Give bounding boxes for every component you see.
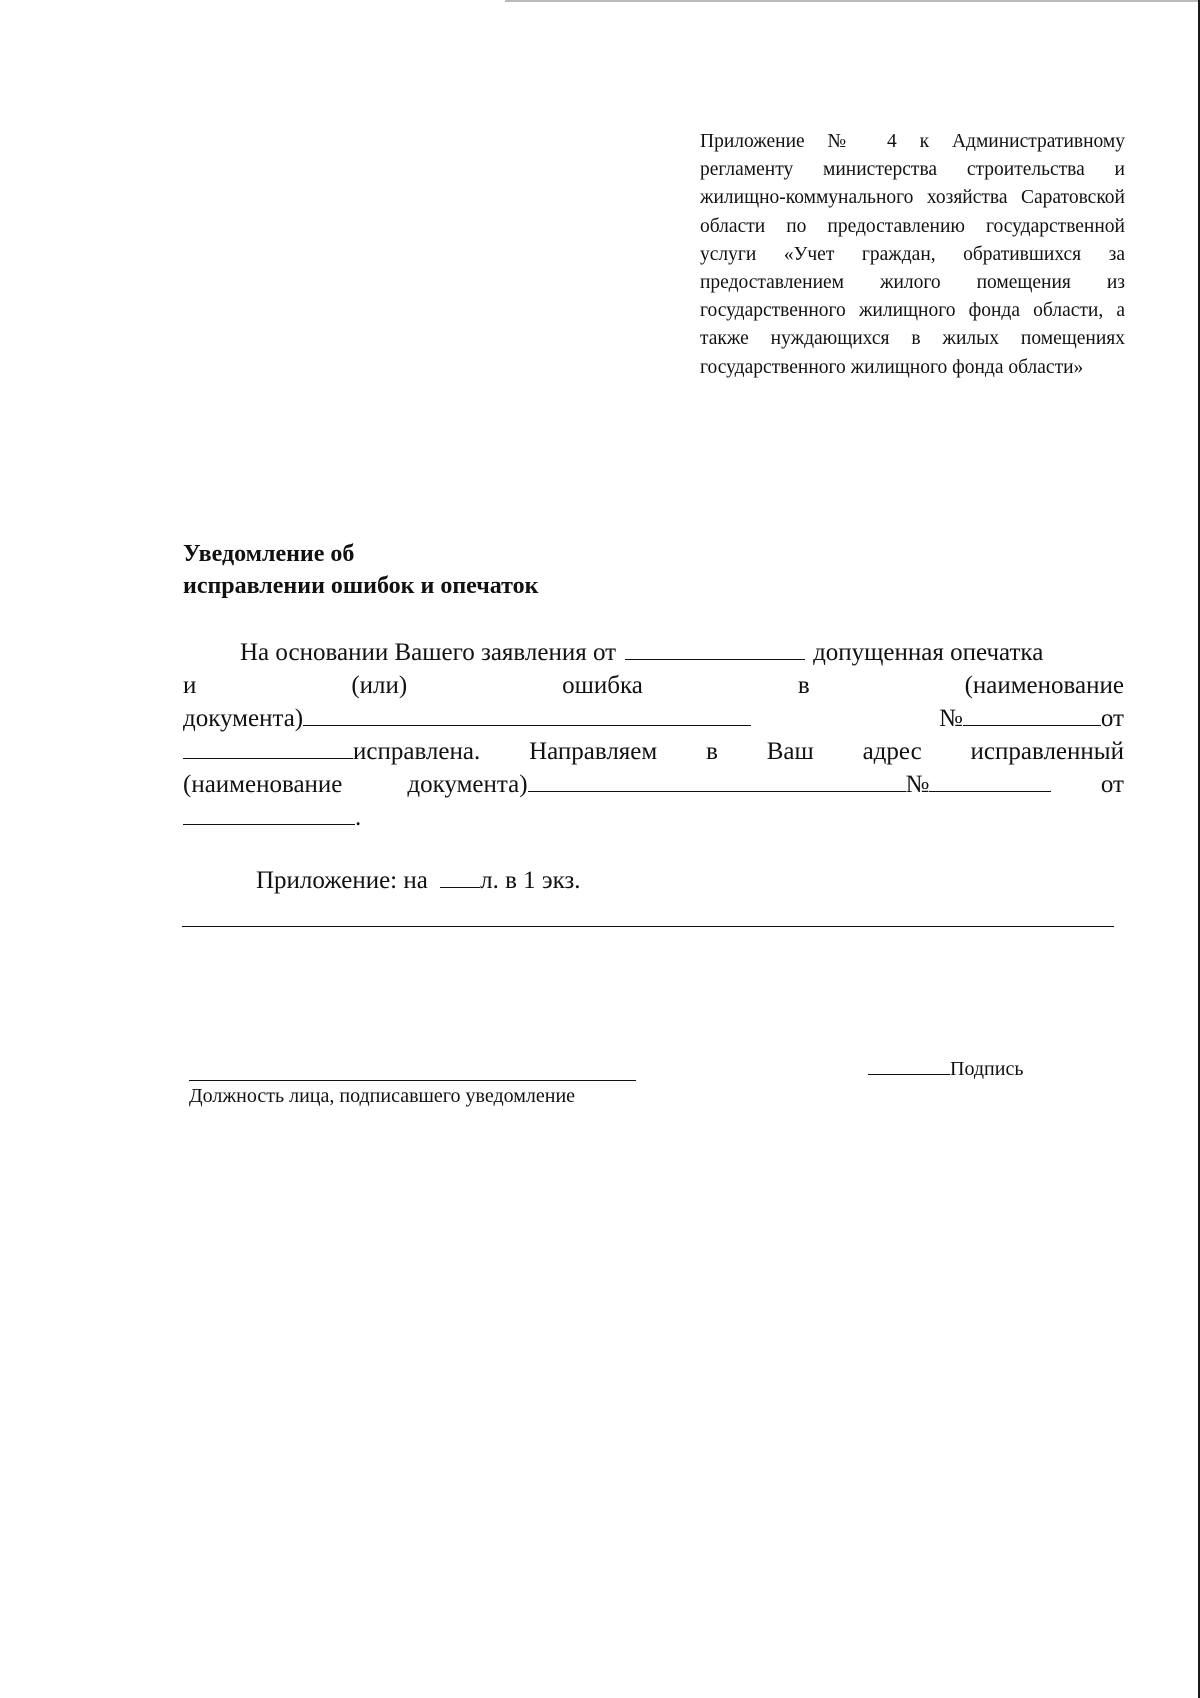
body-line-3 bbox=[183, 702, 1124, 735]
signature-label: Подпись bbox=[950, 1058, 1024, 1080]
signature-block bbox=[868, 1054, 1023, 1082]
appendix-reference: Приложение № 4 к Административному регламенту министерства строительства и жилищно-коммунального хозяйства Саратовской области по предоставлению государственной услуги «Учет граждан, обратившихся за предоставлением жилого помещения из государственного жилищного фонда области, а также нуждающихся в жилых помещениях государственного жилищного фонда области» bbox=[700, 131, 1125, 378]
corrected-document-name-blank[interactable] bbox=[528, 769, 906, 792]
body-text-segment: На основании Вашего заявления от bbox=[240, 639, 617, 666]
body-line-2 bbox=[183, 669, 1124, 702]
body-word: исправленный bbox=[970, 738, 1124, 765]
scan-top-edge bbox=[505, 0, 1200, 2]
application-date-blank[interactable] bbox=[625, 637, 805, 660]
body-line-4 bbox=[183, 735, 1124, 768]
body-word: Направляем bbox=[529, 738, 658, 765]
body-line-1 bbox=[183, 636, 1124, 669]
corrected-document-date-blank[interactable] bbox=[183, 802, 355, 825]
body-word: Ваш bbox=[766, 738, 814, 765]
body-text-segment: допущенная опечатка bbox=[813, 639, 1044, 666]
position-signature-line[interactable] bbox=[189, 1080, 636, 1081]
body-word: (наименование bbox=[964, 672, 1124, 699]
body-word: документа) bbox=[407, 771, 528, 798]
separator-line bbox=[182, 926, 1114, 927]
body-word: документа) bbox=[183, 705, 304, 732]
document-number-blank[interactable] bbox=[963, 703, 1101, 726]
body-word: исправлена. bbox=[353, 738, 481, 765]
attachment-line bbox=[256, 864, 581, 897]
document-name-blank[interactable] bbox=[303, 703, 751, 726]
attachment-pages-blank[interactable] bbox=[440, 867, 480, 888]
title-line-2: исправлении ошибок и опечаток bbox=[183, 573, 539, 599]
document-title bbox=[183, 538, 538, 602]
body-line-5 bbox=[183, 768, 1124, 801]
title-line-1: Уведомление об bbox=[183, 541, 355, 567]
attachment-suffix: л. в 1 экз. bbox=[480, 867, 581, 894]
corrected-document-number-blank[interactable] bbox=[929, 769, 1051, 792]
number-sign: № bbox=[905, 771, 930, 798]
position-label: Должность лица, подписавшего уведомление bbox=[189, 1085, 576, 1107]
body-punctuation: . bbox=[355, 804, 362, 831]
body-word: от bbox=[1100, 771, 1124, 798]
body-word: в bbox=[797, 672, 810, 699]
signature-blank[interactable] bbox=[868, 1054, 950, 1075]
number-sign: № bbox=[939, 705, 963, 732]
body-word: в bbox=[706, 738, 718, 765]
body-word-group bbox=[183, 735, 480, 768]
body-word: адрес bbox=[862, 738, 922, 765]
body-word: (наименование bbox=[183, 771, 343, 798]
notice-body bbox=[183, 636, 1124, 834]
body-word: от bbox=[1100, 705, 1124, 732]
body-line-6 bbox=[183, 801, 1124, 834]
body-word: ошибка bbox=[562, 672, 643, 699]
document-date-blank[interactable] bbox=[183, 736, 353, 759]
body-word: (или) bbox=[351, 672, 408, 699]
attachment-prefix: Приложение: на bbox=[256, 867, 428, 894]
body-word: и bbox=[183, 672, 197, 699]
